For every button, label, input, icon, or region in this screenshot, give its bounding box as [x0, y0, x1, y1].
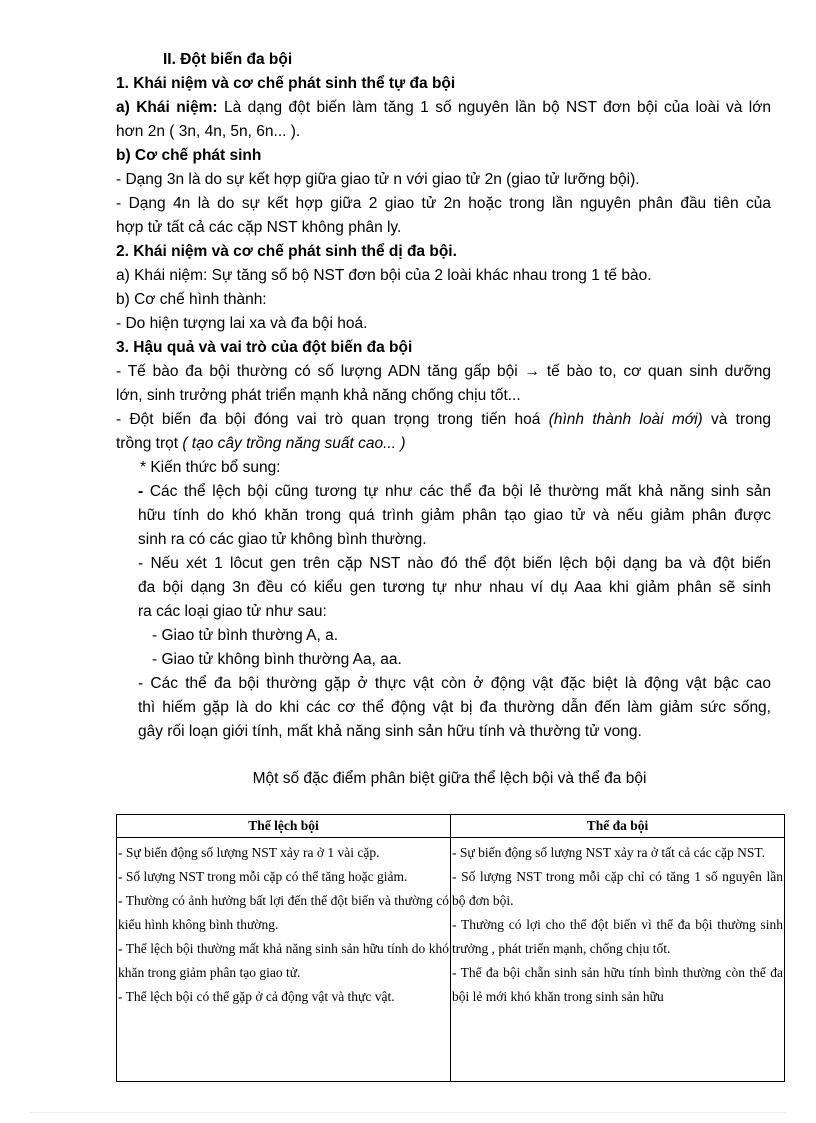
aneuploid-cell [117, 838, 451, 1082]
extra-p2-line-1: - Nếu xét 1 lôcut gen trên cặp NST nào đó thể đột biến lệch bội dạng ba và đột biến [138, 555, 771, 572]
list-item: - Thể đa bội chẵn sinh sản hữu tính bình thường còn thể đa bội lẻ mới khó khăn trong sinh sản hữu [452, 965, 783, 1004]
h1-mechanism-line-3: hợp tử tất cả các cặp NST không phân ly. [116, 219, 402, 236]
list-item: - Thể lệch bội có thể gặp ở cả động vật và thực vật. [118, 989, 395, 1004]
h3-line-4 [116, 432, 771, 456]
h3-line-1: - Tế bào đa bội thường có số lượng ADN tăng gấp bội → tế bào to, cơ quan sinh dưỡng [116, 363, 771, 380]
page-bottom-rule [30, 1112, 786, 1113]
extra-p2-line-2: đa bội dạng 3n đều có kiểu gen tương tự như nhau ví dụ Aaa khi giảm phân sẽ sinh [138, 579, 771, 596]
h2-mechanism-line-1: - Do hiện tượng lai xa và đa bội hoá. [116, 315, 368, 332]
table-row [117, 838, 785, 1082]
table-caption: Một số đặc điểm phân biệt giữa thể lệch bội và thể đa bội [252, 770, 647, 787]
extra-p1-line-2: hữu tính do khó khăn trong quá trình giảm phân tạo giao tử và nếu giảm phân được [138, 507, 771, 524]
h1-mechanism-label: b) Cơ chế phát sinh [116, 147, 262, 164]
h1-definition-text: Là dạng đột biến làm tăng 1 số nguyên lần bộ NST đơn bội của loài và lớn [217, 99, 771, 116]
h1-definition-line-2: hơn 2n ( 3n, 4n, 5n, 6n... ). [116, 123, 301, 140]
h1-definition-line-1 [116, 96, 771, 120]
h3-line-2: lớn, sinh trưởng phát triển mạnh khả năng chống chịu tốt... [116, 387, 521, 404]
extra-p1-line-3: sinh ra có các giao tử không bình thường. [138, 531, 427, 548]
h3-line-3 [116, 408, 771, 432]
extra-p2-line-3: ra các loại giao tử như sau: [138, 603, 327, 620]
h2-definition: a) Khái niệm: Sự tăng số bộ NST đơn bội của 2 loài khác nhau trong 1 tế bào. [116, 267, 652, 284]
h3-line-3-italic: (hình thành loài mới) [548, 411, 703, 428]
list-item: - Thể lệch bội thường mất khả năng sinh sản hữu tính do khó khăn trong giảm phân tạo giao tử. [118, 941, 449, 980]
gamete-abnormal: - Giao tử không bình thường Aa, aa. [152, 651, 402, 668]
h1-definition-label: a) Khái niệm: [116, 99, 218, 116]
h1-mechanism-line-2: - Dạng 4n là do sự kết hợp giữa 2 giao tử 2n hoặc trong lần nguyên phân đầu tiên của [116, 195, 771, 212]
header-aneuploid: Thể lệch bội [117, 815, 451, 838]
section-title: II. Đột biến đa bội [163, 51, 293, 68]
h3-line-4-italic: ( tạo cây trồng năng suất cao... ) [182, 435, 406, 452]
table-header-row [117, 815, 785, 838]
list-item: - Thường có ảnh hưởng bất lợi đến thể đột biến và thường có kiểu hình không bình thường. [118, 893, 449, 932]
header-polyploid: Thể đa bội [451, 815, 785, 838]
heading-1: 1. Khái niệm và cơ chế phát sinh thể tự đa bội [116, 75, 456, 92]
list-item: - Số lượng NST trong mỗi cặp chỉ có tăng 1 số nguyên lần bộ đơn bội. [452, 869, 783, 908]
h3-line-3-end: và trong [702, 411, 772, 428]
extra-p1-line-1 [138, 480, 771, 504]
extra-p3-line-3: gây rối loạn giới tính, mất khả năng sinh sản hữu tính và thường tử vong. [138, 723, 642, 740]
extra-p1-line-1-text: Các thể lệch bội cũng tương tự như các thể đa bội lẻ thường mất khả năng sinh sản [143, 483, 771, 500]
list-item: - Sự biến động số lượng NST xảy ra ở 1 vài cặp. [118, 845, 380, 860]
list-item: - Số lượng NST trong mỗi cặp có thể tăng hoặc giảm. [118, 869, 408, 884]
polyploid-cell [451, 838, 785, 1082]
h3-line-4-text: trồng trọt [116, 435, 183, 452]
h1-mechanism-line-1: - Dạng 3n là do sự kết hợp giữa giao tử n với giao tử 2n (giao tử lưỡng bội). [116, 171, 640, 188]
gamete-normal: - Giao tử bình thường A, a. [152, 627, 339, 644]
extra-title: * Kiến thức bổ sung: [140, 459, 281, 476]
h3-line-3-text: - Đột biến đa bội đóng vai trò quan trọng trong tiến hoá [116, 411, 549, 428]
list-item: - Thường có lợi cho thể đột biến vì thể đa bội thường sinh trưởng , phát triển mạnh, chống chịu tốt. [452, 917, 783, 956]
heading-2: 2. Khái niệm và cơ chế phát sinh thể dị đa bội. [116, 243, 457, 260]
extra-p3-line-1: - Các thể đa bội thường gặp ở thực vật còn ở động vật đặc biệt là động vật bậc cao [138, 675, 771, 692]
comparison-table [116, 814, 785, 1082]
extra-p1-dash: - [138, 483, 144, 500]
h2-mechanism-label: b) Cơ chế hình thành: [116, 291, 267, 308]
heading-3: 3. Hậu quả và vai trò của đột biến đa bội [116, 339, 413, 356]
extra-p3-line-2: thì hiếm gặp là do khi các cơ thể động vật bị đa thường dẫn đến làm giảm sức sống, [138, 699, 771, 716]
list-item: - Sự biến động số lượng NST xảy ra ở tất cả các cặp NST. [452, 845, 765, 860]
